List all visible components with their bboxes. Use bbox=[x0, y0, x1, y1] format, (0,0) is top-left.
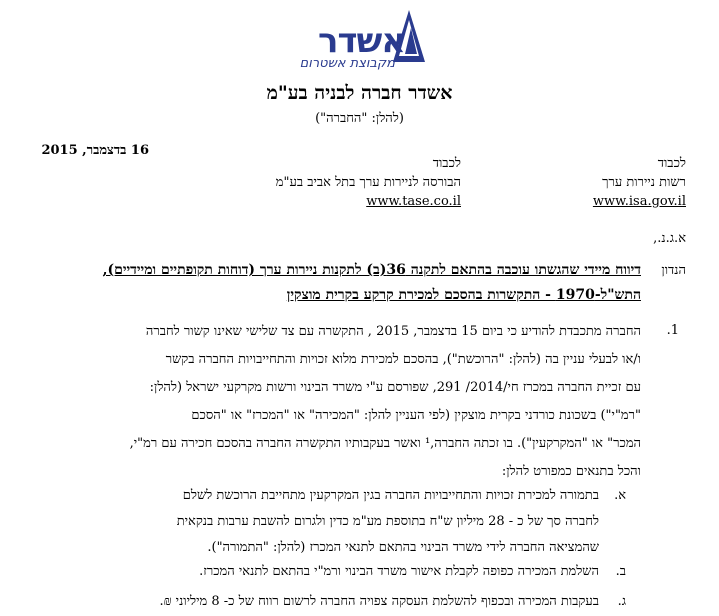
document-date: 16 בדצמבר, 2015 bbox=[41, 143, 149, 158]
logo-tagline: מקבוצת אשטרום bbox=[299, 56, 395, 71]
item-line: שהמציאה החברה לידי משרד הבינוי בהתאם לתנאי המכרז (להלן: "התמורה"). bbox=[207, 540, 599, 555]
section-line: "רמ"י") בשכונת כורדני בקרית מוצקין (לפי העניין להלן: "המכירה" או "המכרז" או "הסכם bbox=[191, 408, 641, 423]
section-line: החברה מתכבדת להודיע כי ביום 15 בדצמבר, 2015 , התקשרה עם צד שלישי שאינו קשור לחברה bbox=[145, 324, 641, 339]
document-title: אשדר חברה לבניה בע"מ bbox=[266, 82, 453, 104]
item-marker: א. bbox=[614, 488, 626, 503]
logo-wordmark: אשדר bbox=[318, 21, 405, 61]
section-line: המכר" או "המקרקעין"). בו זכתה החברה,¹ ואשר בעקבותיו התקשרה החברה בהסכם חכירה עם רמ"י, bbox=[129, 436, 641, 451]
section-line: ו/או לבעלי עניין בה (להלן: "הרוכשת"), בהסכם למכירת מלוא זכויות והתחייבויות החברה בקשר bbox=[165, 352, 641, 367]
recipient-isa bbox=[593, 154, 686, 211]
recipient-link[interactable]: www.tase.co.il bbox=[366, 194, 461, 209]
recipient-name: רשות ניירות ערך bbox=[602, 175, 686, 190]
section-line: עם זכיית החברה במכרז חי/2014/ 291, שפורסם ע"י משרד הבינוי ורשות מקרקעי ישראל (להלן: bbox=[149, 380, 641, 395]
item-line: בעקבות המכירה ובכפוף להשלמת העסקה צפויה החברה לרשום רווח של כ- 8 מיליוני ₪. bbox=[159, 594, 599, 609]
item-marker: ב. bbox=[615, 564, 626, 579]
recipient-link[interactable]: www.isa.gov.il bbox=[592, 194, 686, 209]
recipient-tase bbox=[276, 154, 461, 211]
item-line: בתמורה למכירת זכויות והתחייבויות החברה בגין המקרקעין מתחייבת הרוכשת לשלם bbox=[182, 488, 599, 503]
section-number: 1. bbox=[666, 323, 679, 338]
recipient-salutation: לכבוד bbox=[657, 156, 686, 171]
item-marker: ג. bbox=[617, 594, 626, 609]
company-logo bbox=[285, 10, 425, 72]
recipient-name: הבורסה לניירות ערך בתל אביב בע"מ bbox=[275, 175, 461, 190]
subject-text: דיווח מיידי שהגשתו עוכבה בהתאם לתקנה 36(ב) לתקנות ניירות ערך (דוחות תקופתיים ומיידיים), התש"ל-1970 - התקשרות בהסכם למכירת קרקע בקרית מוצקין bbox=[102, 262, 641, 303]
document-subtitle: (להלן: "החברה") bbox=[315, 111, 404, 126]
item-line: השלמת המכירה כפופה לקבלת אישור משרד הבינוי ורמ"י בהתאם לתנאי המכרז. bbox=[199, 564, 599, 579]
section-line: והכל בתנאים כמפורט להלן: bbox=[501, 464, 641, 479]
recipient-salutation: לכבוד bbox=[432, 156, 461, 171]
greeting: א.ג.נ., bbox=[653, 231, 686, 246]
subject-label: הנדון bbox=[661, 263, 686, 278]
item-line: לחברה סך של כ - 28 מיליון ש"ח בתוספת מע"מ כדין ולגרום להשבת ערבות בנקאית bbox=[176, 514, 599, 529]
